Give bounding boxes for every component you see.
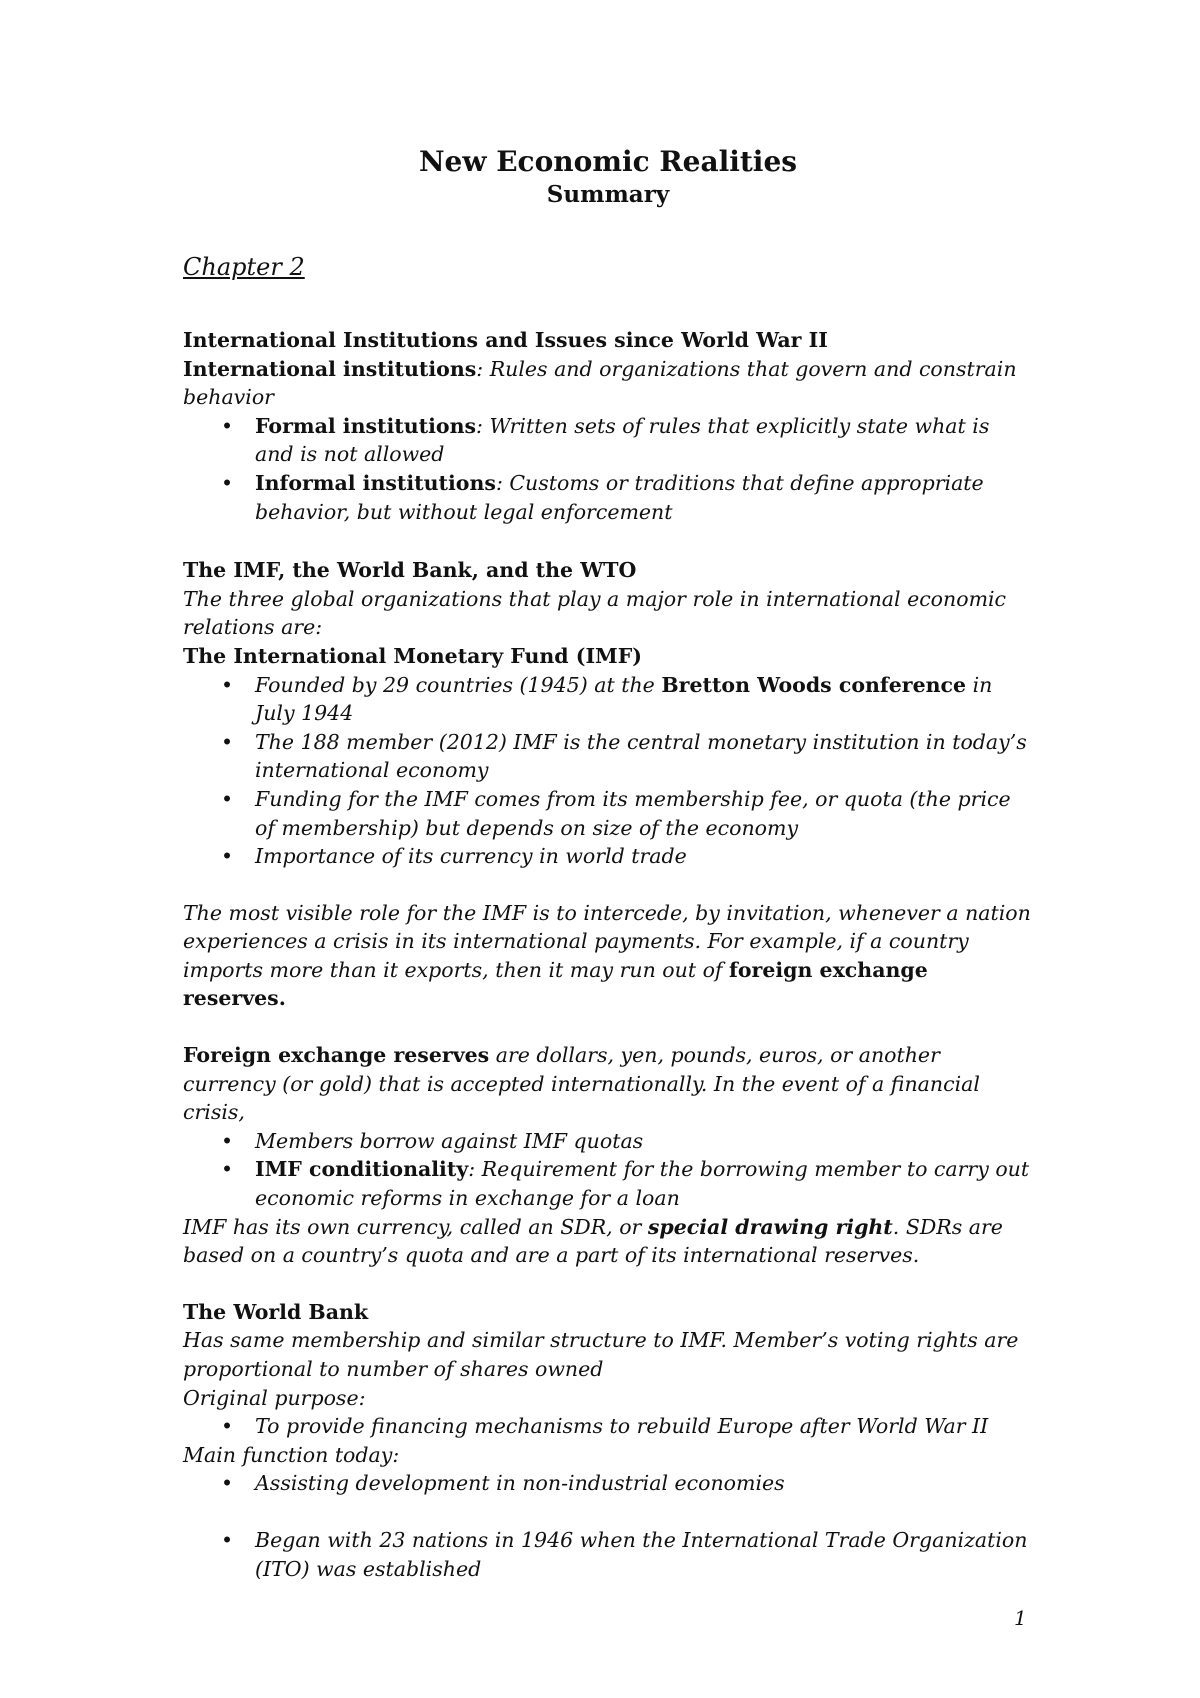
list-item [183, 728, 1033, 785]
list-item-bold: IMF conditionality [255, 1157, 469, 1182]
list-item-bold: Bretton Woods conference [661, 672, 967, 697]
list-item-text: Importance of its currency in world trade [255, 844, 687, 869]
list-item-text: Funding for the IMF comes from its membership fee, or quota (the price of membership) but depends on size of the economy [255, 786, 1011, 840]
section-heading-world-bank: The World Bank [183, 1299, 369, 1324]
bullet-icon: • [221, 1128, 234, 1153]
main-function-label [183, 1441, 1033, 1470]
list-item-text: Founded by 29 countries (1945) at the [255, 672, 662, 697]
intro-text: The three global organizations that play a major role in international economic relations are: [183, 586, 1007, 640]
list-item [183, 1127, 1033, 1156]
list-item-text: in July 1944 [255, 672, 993, 726]
original-purpose-list [183, 1412, 1033, 1441]
section-heading-imf-wb-wto: The IMF, the World Bank, and the WTO [183, 558, 637, 583]
list-item [183, 412, 1033, 469]
list-item [183, 842, 1033, 871]
bullet-icon: • [221, 729, 234, 754]
imf-role-paragraph [183, 899, 1033, 1013]
paragraph-bold: foreign exchange reserves. [183, 957, 928, 1011]
list-item [183, 671, 1033, 728]
list-item-text: Assisting development in non-industrial economies [255, 1471, 785, 1496]
list-item [183, 1412, 1033, 1441]
main-function-list [183, 1469, 1033, 1498]
institutions-list [183, 412, 1033, 526]
paragraph-bold: Foreign exchange reserves [183, 1043, 490, 1068]
paragraph-text: IMF has its own currency, called an SDR, or [183, 1214, 648, 1239]
bullet-icon: • [221, 1414, 234, 1439]
list-item-text: : Written sets of rules that explicitly state what is and is not allowed [255, 413, 990, 467]
section-heading-institutions: International Institutions and Issues since World War II [183, 328, 828, 352]
bullet-icon: • [221, 1471, 234, 1496]
list-item [183, 469, 1033, 526]
list-item-text: The 188 member (2012) IMF is the central monetary institution in today’s international economy [255, 729, 1027, 783]
bullet-icon: • [221, 413, 234, 438]
list-item [183, 1155, 1033, 1212]
paragraph-text: are dollars, yen, pounds, euros, or another currency (or gold) that is accepted internationally. In the event of a financial crisis, [183, 1043, 980, 1125]
fx-reserves-paragraph [183, 1041, 1033, 1127]
section-intro [183, 585, 1033, 642]
bullet-icon: • [221, 672, 234, 697]
paragraph-text: . SDRs are based on a country’s quota and are a part of its international reserves. [183, 1214, 1003, 1268]
bullet-icon: • [221, 844, 234, 869]
list-item [183, 1469, 1033, 1498]
world-bank-description [183, 1326, 1033, 1383]
imf-list [183, 671, 1033, 871]
chapter-heading: Chapter 2 [183, 253, 305, 281]
list-item-text: To provide financing mechanisms to rebuild Europe after World War II [255, 1414, 989, 1439]
list-item-text: : Requirement for the borrowing member to carry out economic reforms in exchange for a loan [255, 1157, 1030, 1211]
bullet-icon: • [221, 1157, 234, 1182]
list-item [183, 1526, 1033, 1583]
original-purpose-label [183, 1384, 1033, 1413]
list-item [183, 785, 1033, 842]
document-title: New Economic Realities [418, 145, 798, 178]
ito-list [183, 1526, 1033, 1583]
definition-term: International institutions [183, 356, 477, 381]
page-content [183, 144, 1033, 1583]
paragraph-bold: special drawing right [647, 1214, 893, 1239]
list-item-term: Formal institutions [255, 413, 477, 438]
list-item-text: Members borrow against IMF quotas [255, 1128, 644, 1153]
label-text: Original purpose: [183, 1385, 366, 1410]
label-text: Main function today: [183, 1442, 400, 1467]
list-item-text: Began with 23 nations in 1946 when the International Trade Organization (ITO) was established [255, 1527, 1028, 1581]
definition-text: : Rules and organizations that govern and constrain behavior [183, 356, 1017, 410]
definition-international-institutions [183, 355, 1033, 412]
document-subtitle: Summary [546, 181, 670, 208]
paragraph-text: The most visible role for the IMF is to intercede, by invitation, whenever a nation experiences a crisis in its international payments. For example, if a country imports more than it exports, then it may run out of [183, 900, 1031, 982]
imf-heading: The International Monetary Fund (IMF) [183, 643, 642, 668]
bullet-icon: • [221, 786, 234, 811]
fx-list [183, 1127, 1033, 1213]
list-item-text: : Customs or traditions that define appropriate behavior, but without legal enforcement [255, 470, 984, 524]
sdr-paragraph [183, 1213, 1033, 1270]
bullet-icon: • [221, 470, 234, 495]
bullet-icon: • [221, 1527, 234, 1552]
paragraph-text: Has same membership and similar structure to IMF. Member’s voting rights are proportional to number of shares owned [183, 1328, 1019, 1381]
list-item-term: Informal institutions [255, 470, 496, 495]
page-number: 1 [1014, 1606, 1027, 1630]
